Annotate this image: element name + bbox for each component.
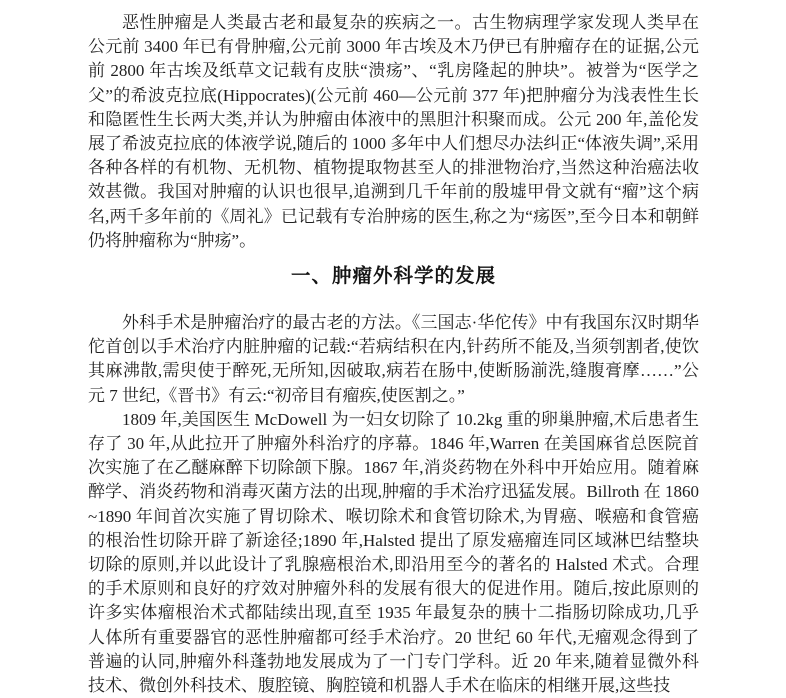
paragraph-intro-history-of-cancer: 恶性肿瘤是人类最古老和最复杂的疾病之一。古生物病理学家发现人类早在公元前 3400 年已有骨肿瘤,公元前 3000 年古埃及木乃伊已有肿瘤存在的证据,公元前 2800 年古埃及纸草文记载有皮肤“溃疡”、“乳房隆起的肿块”。被誉为“医学之父”的希波克拉底(Hippocrates)(公元前 460—公元前 377 年)把肿瘤分为浅表性生长和隐匿性生长两大类,并认为肿瘤由体液中的黑胆汁积聚而成。公元 200 年,盖伦发展了希波克拉底的体液学说,随后的 1000 多年中人们想尽办法纠正“体液失调”,采用各种各样的有机物、无机物、植物提取物甚至人的排泄物治疗,当然这种治癌法收效甚微。我国对肿瘤的认识也很早,追溯到几千年前的殷墟甲骨文就有“瘤”这个病名,两千多年前的《周礼》已记载有专治肿疡的医生,称之为“疡医”,至今日本和朝鲜仍将肿瘤称为“肿疡”。 xyxy=(88,13,699,250)
paragraph-modern-surgical-oncology: 1809 年,美国医生 McDowell 为一妇女切除了 10.2kg 重的卵巢肿瘤,术后患者生存了 30 年,从此拉开了肿瘤外科治疗的序幕。1846 年,Warren 在美国麻省总医院首次实施了在乙醚麻醉下切除颌下腺。1867 年,消炎药物在外科中开始应用。随着麻醉学、消炎药物和消毒灭菌方法的出现,肿瘤的手术治疗迅猛发展。Billroth 在 1860~1890 年间首次实施了胃切除术、喉切除术和食管切除术,为胃癌、喉癌和食管癌的根治性切除开辟了新途径;1890 年,Halsted 提出了原发癌瘤连同区域淋巴结整块切除的原则,并以此设计了乳腺癌根治术,即沿用至今的著名的 Halsted 术式。合理的手术原则和良好的疗效对肿瘤外科的发展有很大的促进作用。随后,按此原则的许多实体瘤根治术式都陆续出现,直至 1935 年最复杂的胰十二指肠切除成功,几乎人体所有重要器官的恶性肿瘤都可经手术治疗。20 世纪 60 年代,无瘤观念得到了普遍的认同,肿瘤外科蓬勃地发展成为了一门专门学科。近 20 年来,随着显微外科技术、微创外科技术、腹腔镜、胸腔镜和机器人手术在临床的相继开展,这些技 xyxy=(88,409,699,696)
paragraph-ancient-surgical-records: 外科手术是肿瘤治疗的最古老的方法。《三国志·华佗传》中有我国东汉时期华佗首创以手术治疗内脏肿瘤的记载:“若病结积在内,针药所不能及,当须刳割者,使饮其麻沸散,需臾使于醉死,无所知,因破取,病若在肠中,使断肠湔洗,缝腹膏摩……”公元 7 世纪,《晋书》有云:“初帝目有瘤疾,使医割之。” xyxy=(88,313,699,405)
section-heading-surgical-oncology-development: 一、肿瘤外科学的发展 xyxy=(290,266,496,288)
